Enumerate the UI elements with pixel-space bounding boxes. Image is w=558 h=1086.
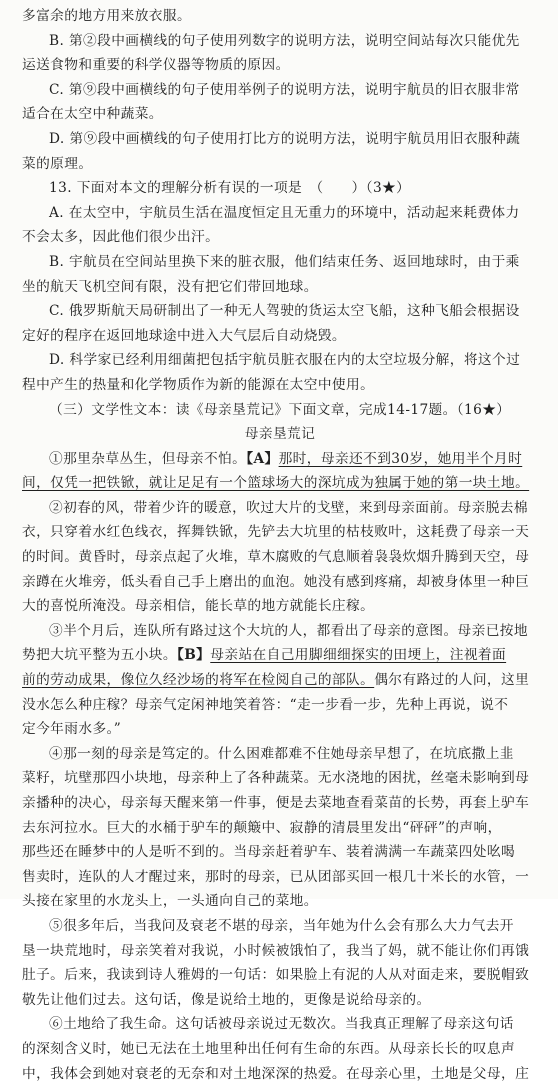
text-line: 肚子。后来，我读到诗人雅姆的一句话：如果脸上有泥的人从对面走来，要脱帽致 <box>22 967 530 984</box>
annotation-marker: 【A】 <box>246 450 279 467</box>
text-line: 运送食物和重要的科学仪器等物质的原因。 <box>22 57 290 74</box>
text-line: 定好的程序在返回地球途中进入大气层后自动烧毁。 <box>22 327 347 344</box>
article-title: 母亲垦荒记 <box>244 426 316 443</box>
text-line: 头接在家里的水龙头上，一头通向自己的菜地。 <box>22 893 318 910</box>
text-segment: ①那里杂草丛生，但母亲不怕。 <box>49 450 247 467</box>
text-line: ⑥土地给了我生命。这句话被母亲说过无数次。当我真正理解了母亲这句话 <box>49 1016 514 1033</box>
text-line: 亲蹲在火堆旁，低头看自己手上磨出的血泡。她没有感到疼痛，却被身体里一种巨 <box>22 573 530 590</box>
text-line: 多富余的地方用来放衣服。 <box>22 8 192 24</box>
text-line: D. 科学家已经利用细菌把包括宇航员脏衣服在内的太空垃圾分解，将这个过 <box>49 352 521 369</box>
text-line: 适合在太空中种蔬菜。 <box>22 106 163 123</box>
text-line: A. 在太空中，宇航员生活在温度恒定且无重力的环境中，活动起来耗费体力 <box>49 204 520 221</box>
text-line: ②初春的风，带着少许的暖意，吹过大片的戈壁，来到母亲面前。母亲脱去棉 <box>49 499 528 516</box>
text-segment: 偶尔有路过的人问，这里 <box>374 672 530 689</box>
text-line: 那些还在睡梦中的人是听不到的。当母亲赶着驴车、装着满满一车蔬菜四处吆喝 <box>22 844 516 861</box>
text-line: 13. 下面对本文的理解分析有误的一项是 （ ）（3★） <box>49 180 411 197</box>
text-line: 中，我体会到她对衰老的无奈和对土地深深的热爱。在母亲心里，土地是父母，庄 <box>22 1065 530 1082</box>
text-line <box>22 643 538 668</box>
text-line: C. 俄罗斯航天局研制出了一种无人驾驶的货运太空飞船，这种飞船会根据设 <box>49 303 520 320</box>
text-line: 菜的原理。 <box>22 155 93 172</box>
document-body <box>22 4 538 1086</box>
text-line: 大的喜悦所淹没。母亲相信，能长草的地方就能长庄稼。 <box>22 598 375 615</box>
text-line: ⑤很多年后，当我问及衰老不堪的母亲，当年她为什么会有那么大力气去开 <box>49 917 514 934</box>
text-line: B. 宇航员在空间站里换下来的脏衣服，他们结束任务、返回地球时，由于乘 <box>49 253 520 270</box>
text-line <box>22 668 538 693</box>
text-line: B. 第②段中画横线的句子使用列数字的说明方法，说明空间站每次只能优先 <box>49 32 520 49</box>
text-line: 坐的航天飞机空间有限，没有把它们带回地球。 <box>22 278 318 295</box>
text-line: 没水怎么种庄稼？母亲气定闲神地笑着答：“走一步看一步，先种上再说，说不 <box>22 696 509 713</box>
text-line: 程中产生的热量和化学物质作为新的能源在太空中使用。 <box>22 376 375 393</box>
text-line: 菜籽，坑壁那四小块地，母亲种上了各种蔬菜。无水浇地的困扰，丝毫未影响到母 <box>22 770 530 787</box>
text-line: 售卖时，连队的人才醒过来，那时的母亲，已从团部买回一根几十米长的水管，一 <box>22 868 530 885</box>
text-line: 的时间。黄昏时，母亲点起了火堆，草木腐败的气息顺着袅袅炊烟升腾到天空，母 <box>22 549 530 566</box>
annotation-marker: 【B】 <box>176 647 211 664</box>
text-line: 敬先让他们过去。这句话，像是说给土地的，更像是说给母亲的。 <box>22 991 431 1008</box>
text-line: 垦一块荒地时，母亲笑着对我说，小时候被饿怕了，我当了妈，就不能让你们再饿 <box>22 942 530 959</box>
text-segment: 势把大坑平整为五小块。 <box>22 647 177 664</box>
underlined-sentence: 母亲站在自己用脚细细探实的田埂上，注视着面 <box>210 647 507 664</box>
text-line: ③半个月后，连队所有路过这个大坑的人，都看出了母亲的意图。母亲已按地 <box>49 622 528 639</box>
text-line <box>22 447 538 472</box>
text-line: 定今年雨水多。” <box>22 721 122 738</box>
text-line: 的深刻含义时，她已无法在土地里种出任何有生命的东西。从母亲长长的叹息声 <box>22 1040 516 1057</box>
text-line: 亲播种的决心，母亲每天醒来第一件事，便是去菜地查看菜苗的长势，再套上驴车 <box>22 795 530 811</box>
text-line: D. 第⑨段中画横线的句子使用打比方的说明方法，说明宇航员用旧衣服种蔬 <box>49 130 521 147</box>
text-line: 不会太多，因此他们很少出汗。 <box>22 229 220 246</box>
text-line: 衣，只穿着水红色线衣，挥舞铁锨，先铲去大坑里的枯枝败叶，这耗费了母亲一天 <box>22 524 530 541</box>
underlined-sentence: 前的劳动成果，像位久经沙场的将军在检阅自己的部队。 <box>22 672 375 689</box>
text-line: ④那一刻的母亲是笃定的。什么困难都难不住她母亲早想了，在坑底撒上韭 <box>49 745 514 762</box>
text-line: （三）文学性文本：读《母亲垦荒记》下面文章，完成14-17题。（16★） <box>49 401 511 418</box>
text-line <box>22 471 538 496</box>
text-line: C. 第⑨段中画横线的句子使用举例子的说明方法，说明宇航员的旧衣服非常 <box>49 81 520 98</box>
underlined-sentence: 那时，母亲还不到30岁，她用半个月时 <box>278 450 523 467</box>
underlined-sentence: 间，仅凭一把铁锨，就让足足有一个篮球场大的深坑成为独属于她的第一块土地。 <box>22 475 530 492</box>
text-line: 去东河拉水。巨大的水桶于驴车的颠簸中、寂静的清晨里发出“砰砰”的声响， <box>22 819 502 836</box>
